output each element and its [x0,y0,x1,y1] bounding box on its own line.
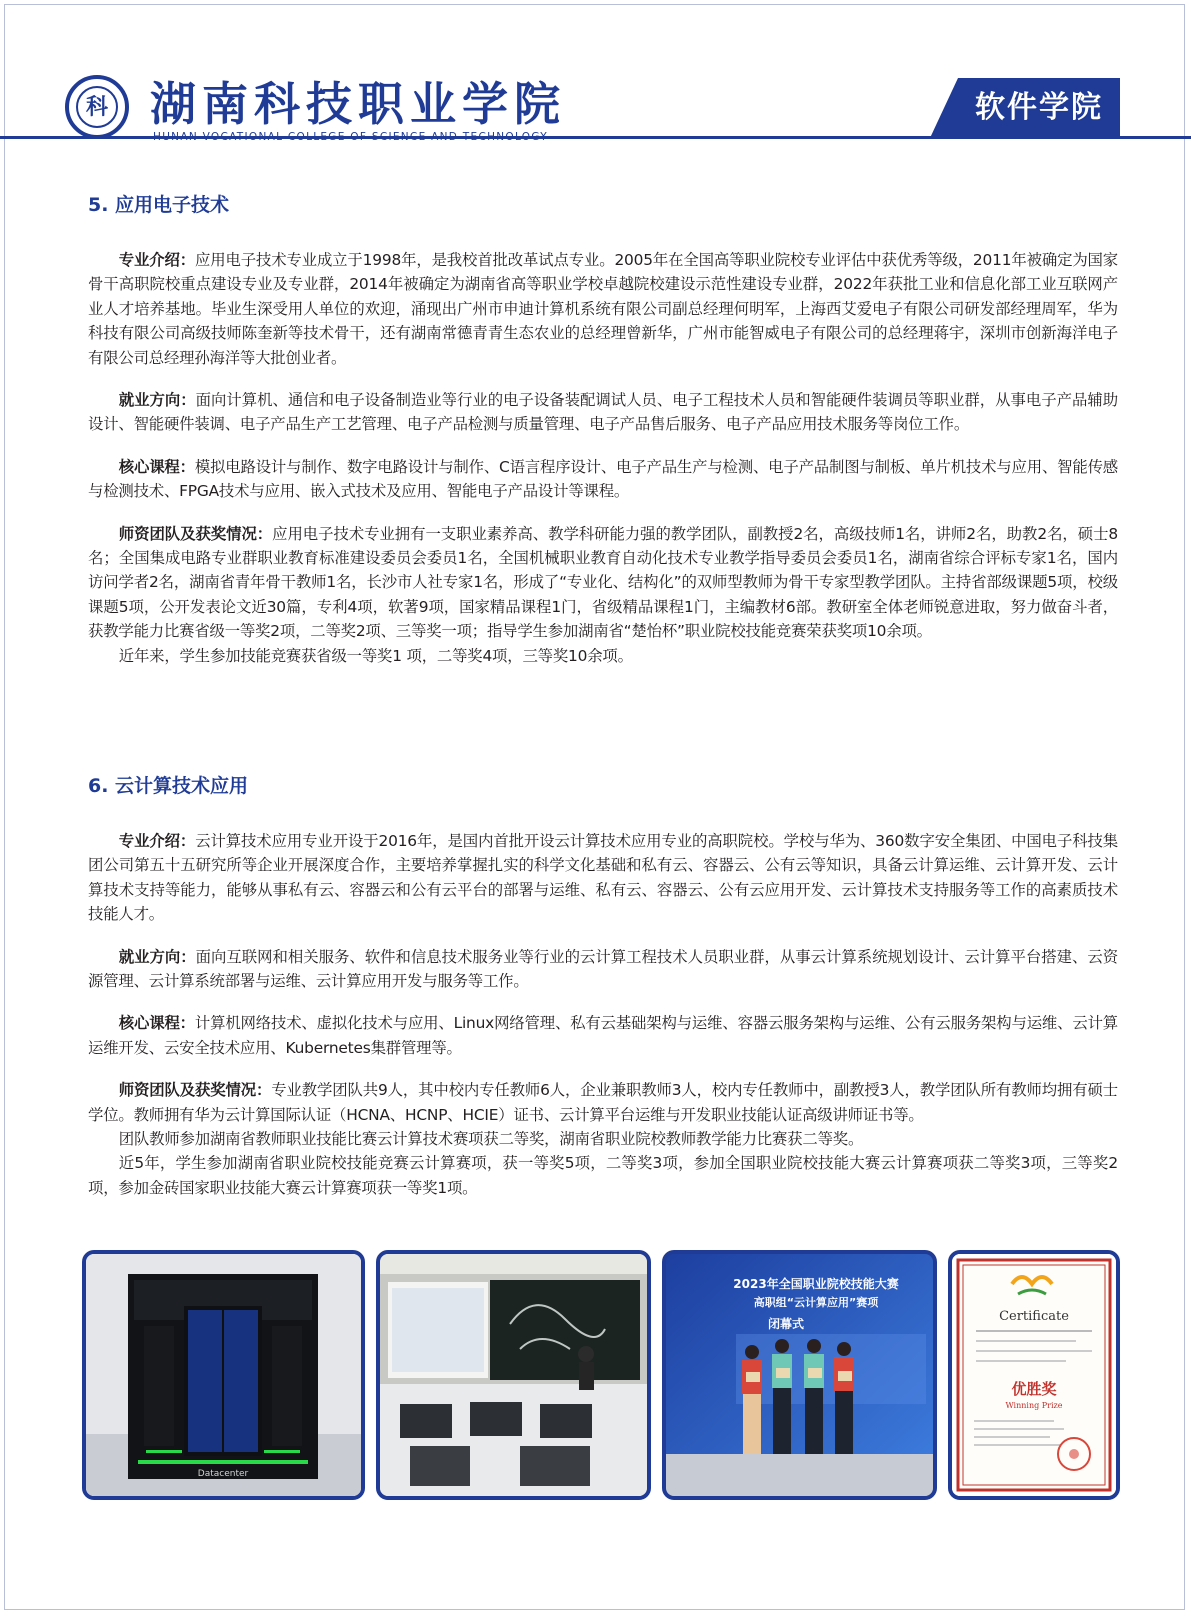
classroom-photo [376,1250,651,1500]
award-ceremony-photo [662,1250,937,1500]
server-brand-label: Datacenter [197,1469,249,1479]
career-text: 面向计算机、通信和电子设备制造业等行业的电子设备装配调试人员、电子工程技术人员和智能硬件装调员等职业群，从事电子产品辅助设计、智能硬件装调、电子产品生产工艺管理、电子产品检测与质量管理、电子产品售后服务、电子产品应用技术服务等岗位工作。 [88,391,1118,434]
intro-paragraph [88,248,1118,370]
career-paragraph [88,388,1118,437]
career-text: 面向互联网和相关服务、软件和信息技术服务业等行业的云计算工程技术人员职业群，从事云计算系统规划设计、云计算平台搭建、云资源管理、云计算系统部署与运维、云计算应用开发与服务等工作。 [88,947,1118,991]
faculty-label: 师资团队及获奖情况： [118,1081,272,1100]
section-applied-electronics [88,192,1118,668]
career-label: 就业方向： [118,947,196,966]
certificate-title: Certificate [999,1309,1069,1324]
courses-label: 核心课程： [118,457,195,476]
intro-text: 应用电子技术专业成立于1998年，是我校首批改革试点专业。2005年在全国高等职业院校专业评估中获优秀等级，2011年被确定为国家骨干高职院校重点建设专业及专业群，2014年被确定为湖南省高等职业学校卓越院校建设示范性建设专业群，2022年获批工业和信息化部工业互联网产业人才培养基地。毕业生深受用人单位的欢迎，涌现出广州市申迪计算机系统有限公司副总经理何明军，上海西艾爱电子有限公司研发部经理周军，华为科技有限公司高级技师陈奎新等技术骨干，还有湖南常德青青生态农业的总经理曾新华，广州市能智威电子有限公司的总经理蒋宇，深圳市创新海洋电子有限公司总经理孙海洋等大批创业者。 [88,251,1118,367]
faculty-paragraph [88,1078,1118,1127]
intro-label: 专业介绍： [118,832,196,850]
seal-emblem-icon: 科 [76,86,118,128]
faculty-text: 应用电子技术专业拥有一支职业素养高、教学科研能力强的教学团队，副教授2名，高级技师1名，讲师2名，助教2名，硕士8名；全国集成电路专业群职业教育标准建设委员会委员1名，全国机械职业教育自动化技术专业教学指导委员会委员1名，湖南省综合评标专家1名，国内访问学者2名，湖南省青年骨干教师1名，长沙市人社专家1名，形成了“专业化、结构化”的双师型教师为骨干专家型教学团队。主持省部级课题5项，校级课题5项，公开发表论文近30篇，专利4项，软著9项，国家精品课程1门，省级精品课程1门，主编教材6部。教研室全体老师锐意进取，努力做奋斗者，获教学能力比赛省级一等奖2项，二等奖2项、三等奖一项；指导学生参加湖南省“楚怡杯”职业院校技能竞赛荣获奖项10余项。 [88,524,1118,641]
career-label: 就业方向： [118,391,196,410]
school-seal-logo [65,75,129,139]
extra-paragraph: 团队教师参加湖南省教师职业技能比赛云计算技术赛项获二等奖，湖南省职业院校教师教学能力比赛获二等奖。 [118,1130,864,1149]
faculty-text: 专业教学团队共9人，其中校内专任教师6人，企业兼职教师3人，校内专任教师中，副教授3人，教学团队所有教师均拥有硕士学位。教师拥有华为云计算国际认证（HCNA、HCNP、HCIE）证书、云计算平台运维与开发职业技能认证高级讲师证书等。 [88,1081,1118,1124]
courses-text: 模拟电路设计与制作、数字电路设计与制作、C语言程序设计、电子产品生产与检测、电子产品制图与制板、单片机技术与应用、智能传感与检测技术、FPGA技术与应用、嵌入式技术及应用、智能电子产品设计等课程。 [88,457,1118,501]
section-cloud-computing [88,773,1118,1200]
classroom-image [380,1254,647,1496]
award-ceremony-image [666,1254,933,1496]
faculty-label: 师资团队及获奖情况： [118,524,273,543]
page-header [0,0,1191,160]
banner-line3: 闭幕式 [767,1317,805,1331]
section-title: 6. 云计算技术应用 [88,775,249,797]
server-cabinet-image [86,1254,361,1496]
certificate-image [952,1254,1116,1496]
certificate-award-en: Winning Prize [1005,1401,1063,1410]
extra-paragraph: 近5年，学生参加湖南省职业院校技能竞赛云计算赛项，获一等奖5项，二等奖3项，参加全国职业院校技能大赛云计算赛项获二等奖3项，三等奖2项，参加金砖国家职业技能大赛云计算赛项获一等奖1项。 [88,1154,1118,1197]
courses-paragraph [88,1011,1118,1060]
section-title: 5. 应用电子技术 [88,194,230,216]
extra-paragraph: 近年来，学生参加技能竞赛获省级一等奖1 项，二等奖4项，三等奖10余项。 [118,646,633,665]
photo-strip [82,1250,1122,1500]
certificate-photo [948,1250,1120,1500]
server-room-photo [82,1250,365,1500]
courses-paragraph [88,455,1118,504]
intro-label: 专业介绍： [118,251,196,269]
banner-line2: 高职组“云计算应用”赛项 [753,1296,879,1309]
banner-line1: 2023年全国职业院校技能大赛 [733,1277,899,1291]
career-paragraph [88,945,1118,994]
certificate-award-cn: 优胜奖 [1011,1380,1057,1398]
intro-text: 云计算技术应用专业开设于2016年，是国内首批开设云计算技术应用专业的高职院校。学校与华为、360数字安全集团、中国电子科技集团公司第五十五研究所等企业开展深度合作，主要培养掌握扎实的科学文化基础和私有云、容器云、公有云等知识，具备云计算运维、云计算开发、云计算技术支持等能力，能够从事私有云、容器云和公有云平台的部署与运维、私有云、容器云、公有云应用开发、云计算技术支持服务等工作的高素质技术技能人才。 [88,832,1118,924]
courses-text: 计算机网络技术、虚拟化技术与应用、Linux网络管理、私有云基础架构与运维、容器云服务架构与运维、公有云服务架构与运维、云计算运维开发、云安全技术应用、Kubernetes集群管理等。 [88,1014,1118,1057]
intro-paragraph [88,829,1118,927]
faculty-paragraph [88,522,1118,644]
department-name: 软件学院 [975,90,1103,125]
courses-label: 核心课程： [118,1014,195,1033]
school-name-cn: 湖南科技职业学院 [150,77,566,131]
